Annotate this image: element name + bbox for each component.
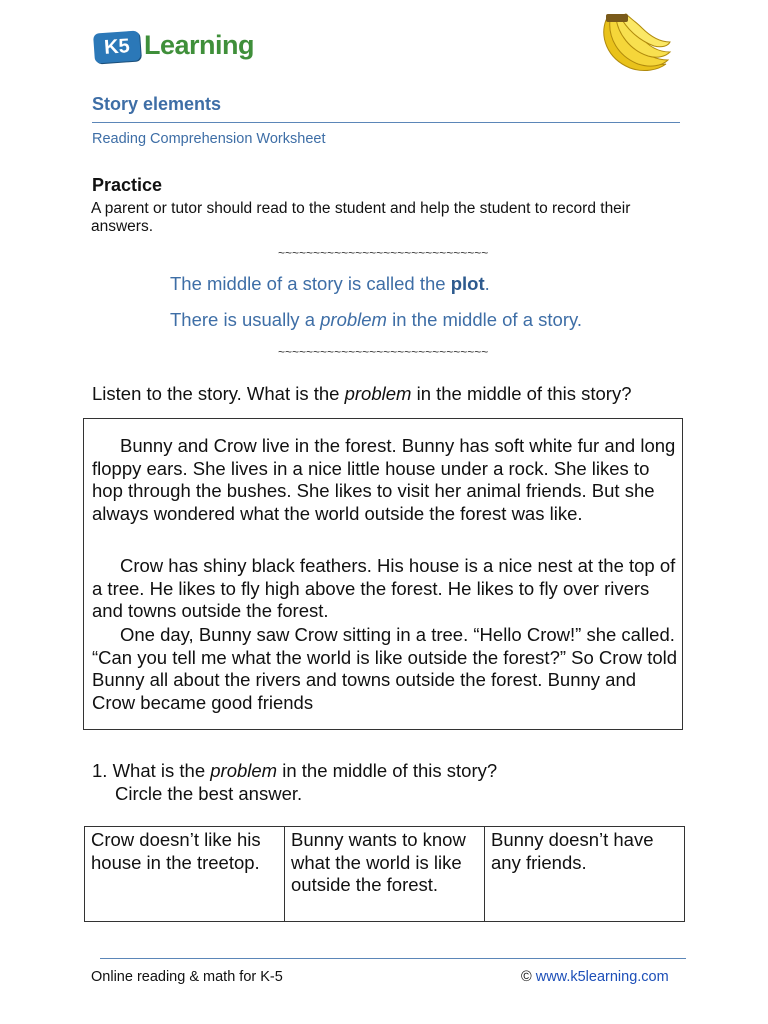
practice-instructions: A parent or tutor should read to the student and help the student to record their answers. <box>91 200 631 235</box>
definition-line-2-text: There is usually a <box>170 309 321 330</box>
question-1-problem: problem <box>210 760 278 781</box>
definition-line-1-text: The middle of a story is called the <box>170 273 451 294</box>
definition-line-1 <box>170 273 490 295</box>
story-prompt-end: in the middle of this story? <box>411 383 632 404</box>
tilde-divider-top: ~~~~~~~~~~~~~~~~~~~~~~~~~~~~~~ <box>278 246 489 260</box>
footer-divider <box>100 958 686 959</box>
answer-choice-3[interactable]: Bunny doesn’t have any friends. <box>485 827 685 922</box>
question-1-instruction: Circle the best answer. <box>115 783 303 804</box>
answer-row <box>85 827 685 922</box>
answer-choice-1[interactable]: Crow doesn’t like his house in the treetop. <box>85 827 285 922</box>
k5learning-link[interactable]: www.k5learning.com <box>535 969 669 985</box>
banana-icon <box>596 12 672 76</box>
question-1 <box>92 759 497 783</box>
practice-heading: Practice <box>92 175 163 195</box>
definition-line-2 <box>170 309 582 331</box>
story-paragraph-3: One day, Bunny saw Crow sitting in a tree. “Hello Crow!” she called. “Can you tell me what the world is like outside the forest?” So Crow told Bunny all about the rivers and towns outside the forest. Bunny and Crow became good friends <box>92 624 678 713</box>
logo-badge: K5 <box>93 30 141 63</box>
footer-link-block <box>521 969 669 985</box>
story-prompt-text: Listen to the story. What is the <box>92 383 345 404</box>
story-prompt-problem: problem <box>344 383 412 404</box>
definition-plot-term: plot <box>450 273 485 294</box>
copyright-symbol: © <box>521 969 532 985</box>
story-paragraph-1: Bunny and Crow live in the forest. Bunny has soft white fur and long floppy ears. She lives in a nice little house under a rock. She likes to hop through the bushes. She likes to visit her animal friends. But she always wondered what the world outside the forest was like. <box>92 435 676 524</box>
definition-problem-term: problem <box>320 309 387 330</box>
question-1-end: in the middle of this story? <box>277 760 498 781</box>
definition-line-1-end: . <box>484 273 490 294</box>
tilde-divider-bottom: ~~~~~~~~~~~~~~~~~~~~~~~~~~~~~~ <box>278 345 489 359</box>
question-1-text: 1. What is the <box>92 760 211 781</box>
title-divider <box>92 122 680 123</box>
page-subtitle: Reading Comprehension Worksheet <box>92 131 326 147</box>
answer-choice-2[interactable]: Bunny wants to know what the world is like outside the forest. <box>285 827 485 922</box>
story-prompt <box>92 383 632 405</box>
definition-line-2-end: in the middle of a story. <box>386 309 582 330</box>
answer-choices-table <box>84 826 685 922</box>
logo-text: Learning <box>144 30 255 60</box>
story-paragraph-2: Crow has shiny black feathers. His house is a nice nest at the top of a tree. He likes to fly high above the forest. He likes to fly over rivers and towns outside the forest. <box>92 555 676 622</box>
story-box <box>83 418 683 730</box>
footer-tagline: Online reading & math for K-5 <box>91 969 283 985</box>
page-title: Story elements <box>92 94 222 114</box>
